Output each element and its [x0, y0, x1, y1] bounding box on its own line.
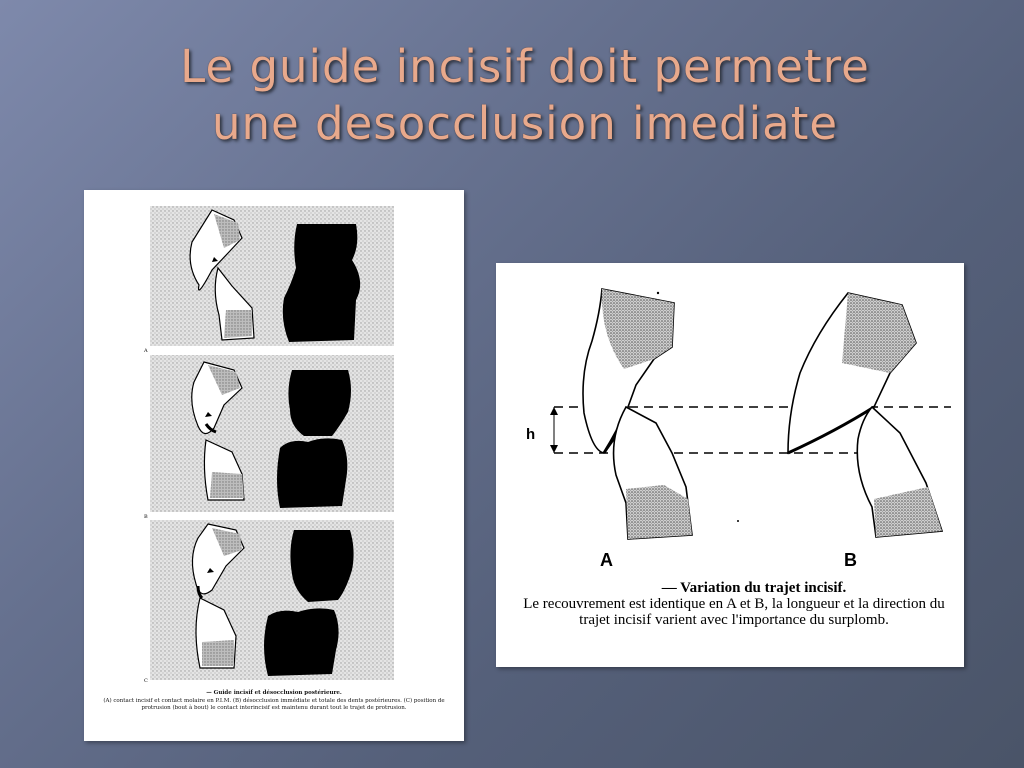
label-b: B — [844, 550, 857, 570]
overlap-h-label: h — [526, 426, 536, 443]
right-caption-body: Le recouvrement est identique en A et B, la longueur et la direction du trajet incisif varient avec l'importance du surplomb. — [523, 596, 945, 628]
row-label-b: B — [144, 514, 148, 520]
left-caption-body: (A) contact incisif et contact molaire en P.I.M. (B) désocclusion immédiate et totale des dents postérieures. (C) position de protrusion (bout à bout) le contact interincisif est maintenu durant tout le trajet de protrusion. — [103, 698, 445, 711]
incisal-path-variation-diagram — [496, 263, 964, 563]
title-line-2: une desocclusion imediate — [211, 97, 839, 150]
left-figure-panel — [84, 190, 464, 741]
row-label-c: C — [144, 678, 148, 684]
right-caption-title: — Variation du trajet incisif. — [661, 580, 847, 596]
left-caption-title: — Guide incisif et désocclusion postérieure. — [206, 690, 342, 696]
right-caption — [514, 580, 954, 628]
label-a: A — [600, 550, 613, 570]
row-label-a: A — [144, 348, 148, 354]
slide-title — [60, 38, 990, 152]
right-figure-panel — [496, 263, 964, 667]
title-line-1: Le guide incisif doit permetre — [180, 40, 870, 93]
incisal-guidance-illustration — [84, 190, 464, 741]
